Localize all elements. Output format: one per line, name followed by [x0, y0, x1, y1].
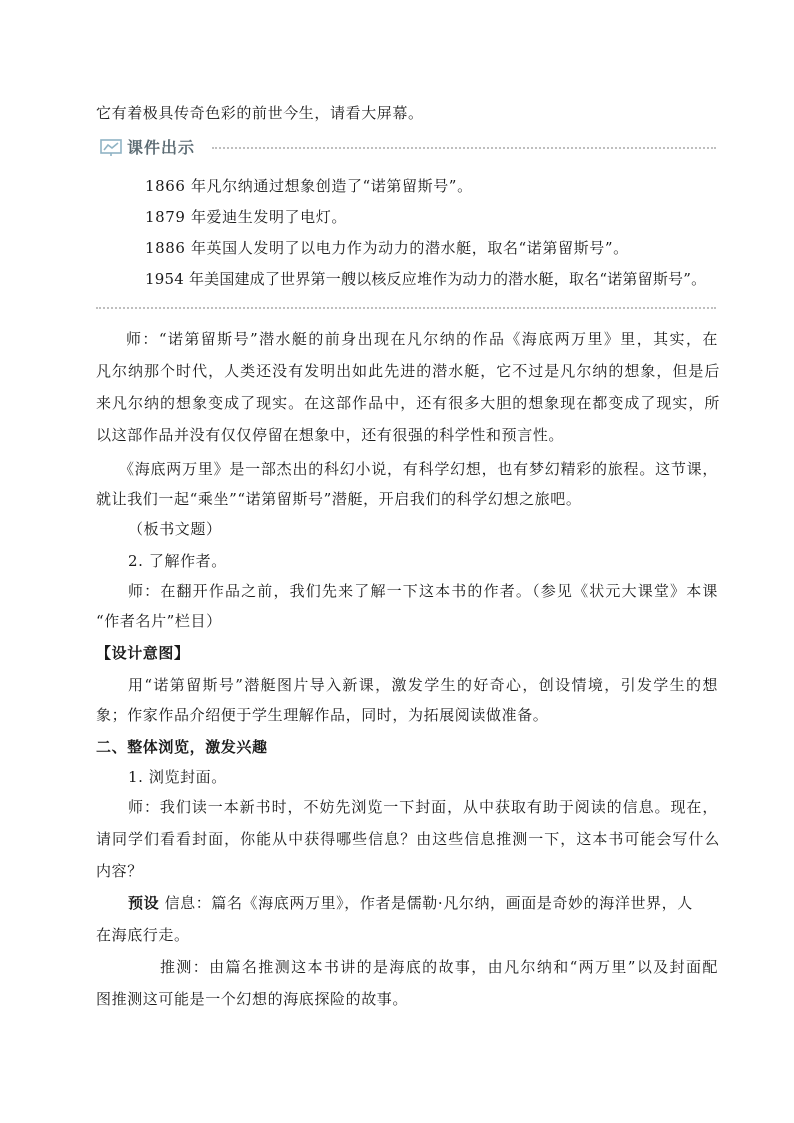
paragraph-line: 内容？	[96, 862, 143, 880]
paragraph-line: 师：我们读一本新书时，不妨先浏览一下封面，从中获取有助于阅读的信息。现在，	[128, 798, 718, 816]
slide-line: 1954 年美国建成了世界第一艘以核反应堆作为动力的潜水艇，取名“诺第留斯号”。	[145, 270, 707, 288]
paragraph-line: 来凡尔纳的想象变成了现实。在这部作品中，还有很多大胆的想象现在都变成了现实，所	[96, 394, 720, 412]
slide-line: 1866 年凡尔纳通过想象创造了“诺第留斯号”。	[145, 177, 473, 195]
slide-line: 1886 年英国人发明了以电力作为动力的潜水艇，取名“诺第留斯号”。	[145, 239, 629, 257]
paragraph-line: 用“诺第留斯号”潜艇图片导入新课，激发学生的好奇心，创设情境，引发学生的想	[128, 676, 718, 694]
slide-header	[100, 137, 720, 161]
paragraph-line: 以这部作品并没有仅仅停留在想象中，还有很强的科学性和预言性。	[96, 426, 565, 444]
section-heading: 二、整体浏览，激发兴趣	[96, 738, 268, 756]
board-note: （板书文题）	[128, 520, 222, 538]
step-heading: 2. 了解作者。	[128, 552, 227, 570]
preset-text: 信息：篇名《海底两万里》，作者是儒勒·凡尔纳，画面是奇妙的海洋世界，人	[164, 894, 693, 912]
paragraph-line: 《海底两万里》是一部杰出的科幻小说，有科学幻想，也有梦幻精彩的旅程。这节课，	[119, 460, 718, 478]
slide-title: 课件出示	[127, 138, 196, 157]
paragraph-line: 师：“诺第留斯号”潜水艇的前身出现在凡尔纳的作品《海底两万里》里，其实，在	[126, 330, 718, 348]
preset-line	[128, 893, 718, 913]
paragraph-line: 就让我们一起“乘坐”“诺第留斯号”潜艇，开启我们的科学幻想之旅吧。	[96, 490, 582, 508]
inference-line: 图推测这可能是一个幻想的海底探险的故事。	[96, 990, 409, 1008]
paragraph-line: 请同学们看看封面，你能从中获得哪些信息？由这些信息推测一下，这本书可能会写什么	[96, 830, 720, 848]
step-heading: 1. 浏览封面。	[128, 768, 227, 786]
paragraph-line: 凡尔纳那个时代，人类还没有发明出如此先进的潜水艇，它不过是凡尔纳的想象，但是后	[96, 362, 720, 380]
preset-label: 预设	[128, 894, 160, 912]
paragraph-line: 师：在翻开作品之前，我们先来了解一下这本书的作者。（参见《状元大课堂》本课	[128, 582, 718, 600]
paragraph-line: 象；作家作品介绍便于学生理解作品，同时，为拓展阅读做准备。	[96, 706, 549, 724]
presentation-icon	[100, 139, 122, 157]
slide-line: 1879 年爱迪生发明了电灯。	[145, 208, 347, 226]
slide-end-divider	[96, 307, 716, 309]
slide-header-divider	[212, 147, 716, 149]
preset-line: 在海底行走。	[96, 926, 190, 944]
paragraph-line: “作者名片”栏目）	[96, 612, 222, 630]
intro-line: 它有着极具传奇色彩的前世今生，请看大屏幕。	[96, 104, 424, 122]
design-intent-heading: 【设计意图】	[96, 644, 190, 662]
inference-line: 推测：由篇名推测这本书讲的是海底的故事，由凡尔纳和“两万里”以及封面配	[160, 958, 718, 976]
